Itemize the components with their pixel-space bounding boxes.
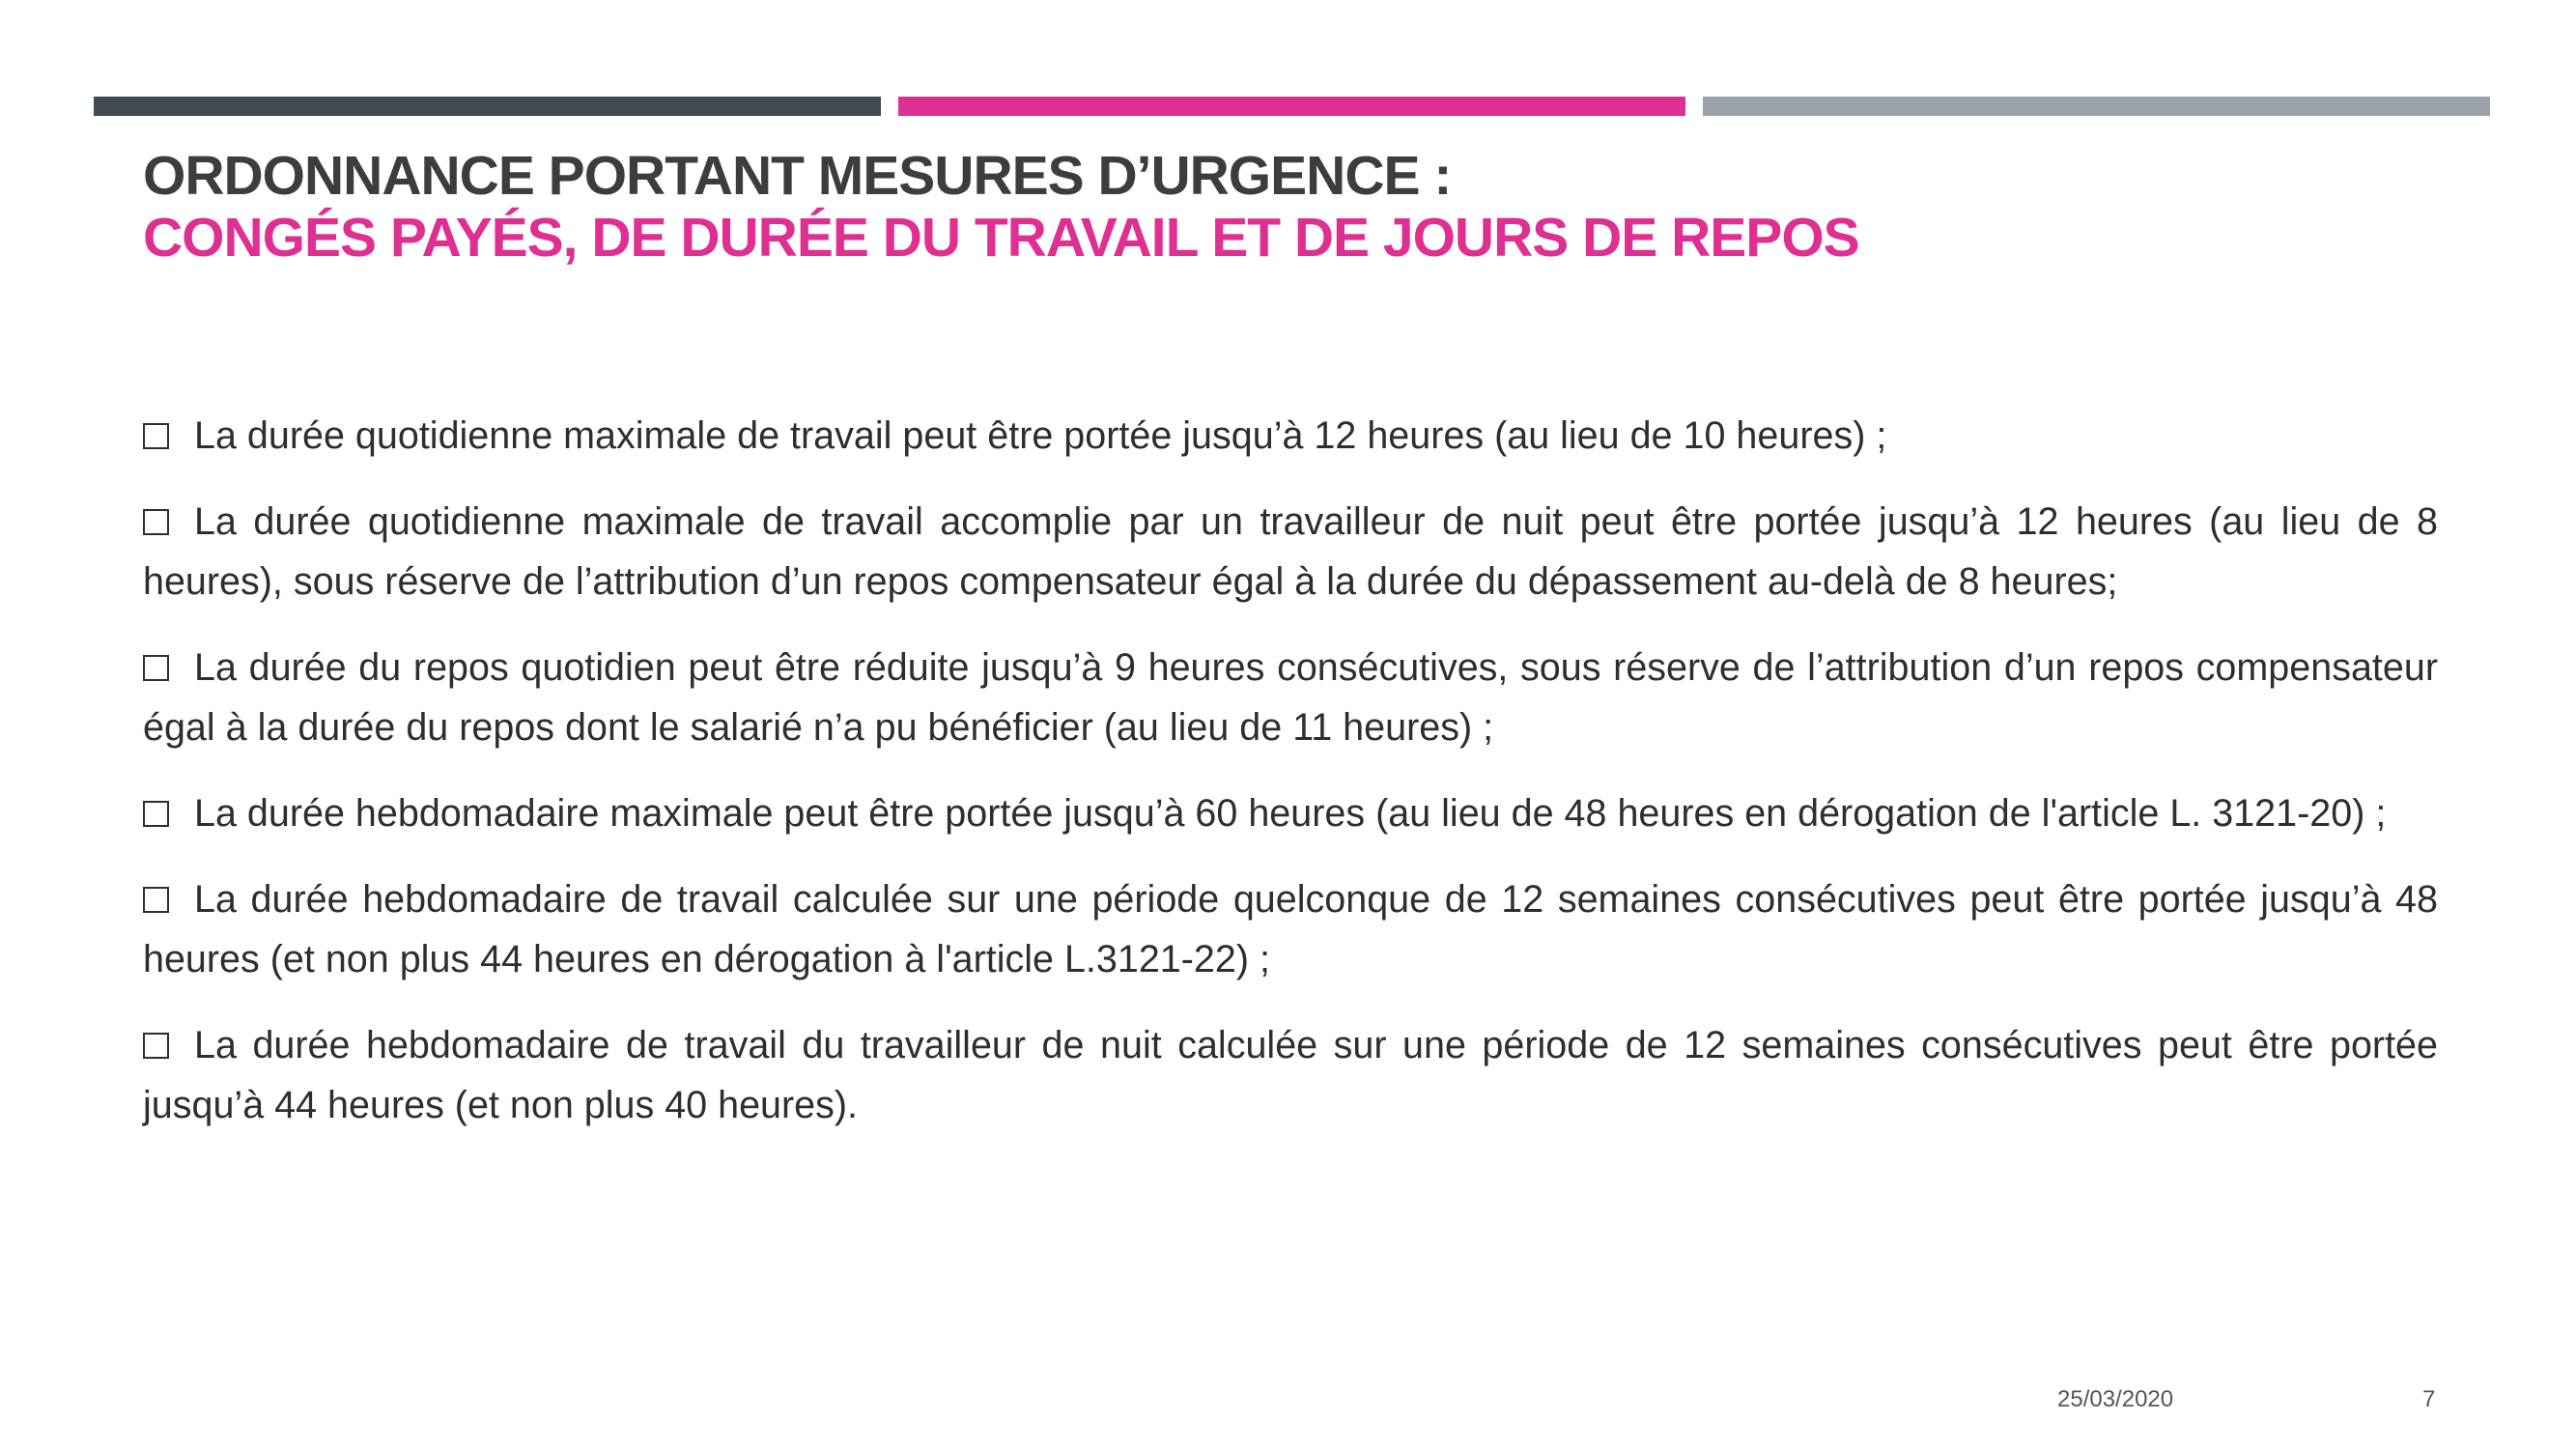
footer-date: 25/03/2020 bbox=[2057, 1386, 2174, 1412]
list-item-text: La durée du repos quotidien peut être réduite jusqu’à 9 heures consécutives, sous réserve de l’attribution d’un repos compensateur égal à la durée du repos dont le salarié n’a pu bénéficier (au lieu de 11 heures) ; bbox=[143, 646, 2438, 749]
list-item bbox=[143, 1015, 2438, 1135]
bullet-list bbox=[143, 406, 2438, 1161]
list-item-text: La durée hebdomadaire de travail calculée sur une période quelconque de 12 semaines consécutives peut être portée jusqu’à 48 heures (et non plus 44 heures en dérogation à l'article L.3121-22) ; bbox=[143, 878, 2438, 980]
decorative-bar-pink bbox=[898, 97, 1685, 116]
decorative-bar-gray bbox=[1703, 97, 2490, 116]
checkbox-outline-icon bbox=[143, 887, 169, 913]
page-number: 7 bbox=[2422, 1386, 2436, 1412]
list-item bbox=[143, 869, 2438, 989]
checkbox-outline-icon bbox=[143, 1033, 169, 1059]
list-item-text: La durée quotidienne maximale de travail peut être portée jusqu’à 12 heures (au lieu de 10 heures) ; bbox=[194, 414, 1887, 457]
list-item-text: La durée hebdomadaire maximale peut être portée jusqu’à 60 heures (au lieu de 48 heures en dérogation de l'article L. 3121-20) ; bbox=[194, 792, 2387, 835]
list-item-text: La durée quotidienne maximale de travail accomplie par un travailleur de nuit peut être portée jusqu’à 12 heures (au lieu de 8 heures), sous réserve de l’attribution d’un repos compensateur égal à la durée du dépassement au-delà de 8 heures; bbox=[143, 500, 2438, 603]
checkbox-outline-icon bbox=[143, 423, 169, 449]
title-line-1: ORDONNANCE PORTANT MESURES D’URGENCE : bbox=[143, 145, 1452, 207]
checkbox-outline-icon bbox=[143, 509, 169, 535]
list-item bbox=[143, 492, 2438, 611]
decorative-bar-dark bbox=[94, 97, 881, 116]
checkbox-outline-icon bbox=[143, 801, 169, 827]
list-item bbox=[143, 638, 2438, 757]
list-item-text: La durée hebdomadaire de travail du travailleur de nuit calculée sur une période de 12 semaines consécutives peut être portée jusqu’à 44 heures (et non plus 40 heures). bbox=[143, 1024, 2438, 1126]
slide-title bbox=[143, 145, 2442, 269]
list-item bbox=[143, 406, 2438, 466]
list-item bbox=[143, 783, 2438, 843]
title-line-2: CONGÉS PAYÉS, DE DURÉE DU TRAVAIL ET DE JOURS DE REPOS bbox=[143, 207, 1859, 269]
checkbox-outline-icon bbox=[143, 655, 169, 681]
